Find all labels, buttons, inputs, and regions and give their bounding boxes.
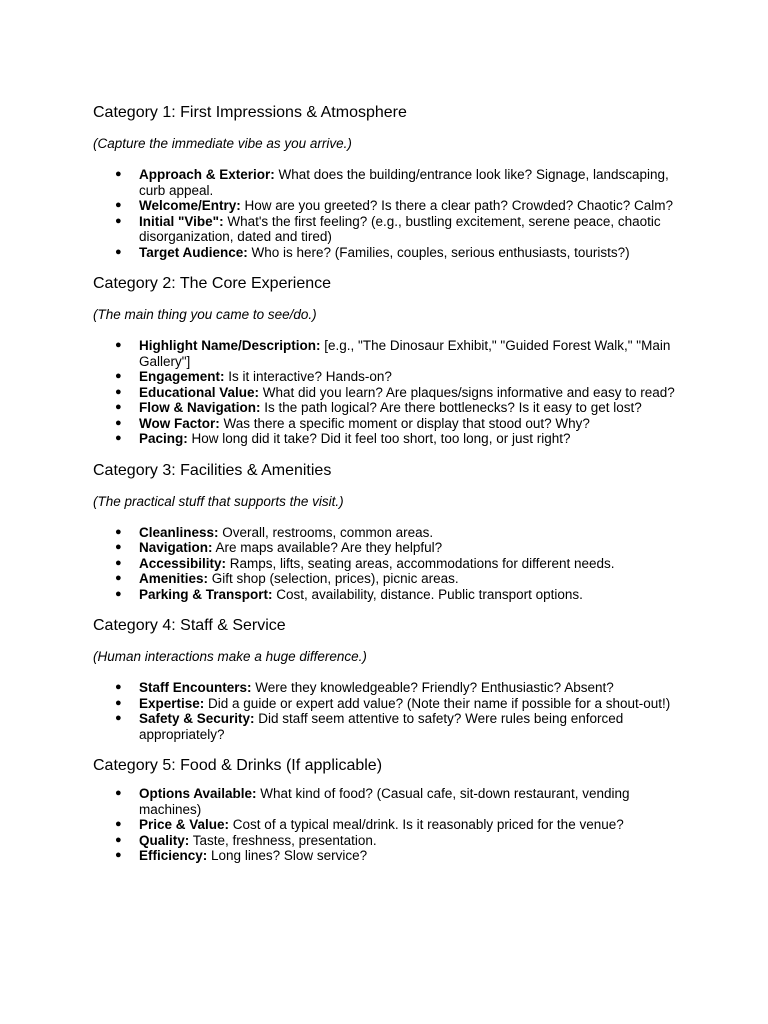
item-label: Wow Factor:	[139, 415, 220, 431]
bullet-icon: ●	[115, 818, 122, 830]
section-subtitle: (Capture the immediate vibe as you arrive.)	[93, 136, 352, 151]
bullet-icon: ●	[115, 712, 122, 724]
item-label: Staff Encounters:	[139, 680, 252, 695]
item-label: Expertise:	[139, 695, 205, 711]
item-text: Cost of a typical meal/drink. Is it reasonably priced for the venue?	[229, 817, 624, 832]
section-facilities-amenities	[93, 461, 678, 603]
item-text: Did staff seem attentive to safety? Were rules being enforced appropriately?	[139, 711, 624, 742]
bullet-icon: ●	[115, 849, 122, 861]
bullet-icon: ●	[115, 681, 122, 693]
bullet-list	[93, 167, 678, 260]
bullet-icon: ●	[115, 168, 122, 180]
list-item	[93, 385, 678, 401]
item-label: Welcome/Entry:	[139, 198, 241, 213]
item-label: Amenities:	[139, 571, 209, 586]
section-first-impressions	[93, 103, 678, 260]
section-staff-service	[93, 616, 678, 742]
item-label: Cleanliness:	[139, 524, 219, 540]
item-text: What's the first feeling? (e.g., bustling excitement, serene peace, chaotic disorganization, dated and tired)	[139, 213, 661, 244]
item-label: Flow & Navigation:	[139, 400, 261, 415]
list-item	[93, 214, 678, 245]
item-text: Were they knowledgeable? Friendly? Enthusiastic? Absent?	[251, 680, 614, 695]
list-item	[93, 680, 678, 696]
bullet-icon: ●	[115, 245, 122, 258]
bullet-icon: ●	[115, 833, 122, 846]
bullet-list	[93, 786, 678, 864]
item-text: Is the path logical? Are there bottlenecks? Is it easy to get lost?	[260, 400, 642, 415]
item-label: Initial "Vibe":	[139, 213, 224, 229]
bullet-icon: ●	[115, 339, 122, 351]
item-text: What did you learn? Are plaques/signs informative and easy to read?	[259, 384, 675, 400]
item-text: Was there a specific moment or display that stood out? Why?	[219, 415, 590, 431]
list-item	[93, 198, 678, 214]
item-label: Highlight Name/Description:	[139, 338, 321, 353]
list-item	[93, 540, 678, 556]
bullet-icon: ●	[115, 199, 122, 211]
item-text: Are maps available? Are they helpful?	[212, 540, 443, 555]
list-item	[93, 833, 678, 849]
section-heading: Category 3: Facilities & Amenities	[93, 461, 332, 479]
item-text: Long lines? Slow service?	[207, 848, 368, 863]
bullet-icon: ●	[115, 787, 122, 799]
item-label: Accessibility:	[139, 555, 227, 571]
bullet-icon: ●	[115, 696, 122, 709]
section-core-experience	[93, 274, 678, 447]
section-heading: Category 5: Food & Drinks (If applicable)	[93, 757, 383, 774]
item-label: Target Audience:	[139, 244, 248, 260]
list-item	[93, 400, 678, 416]
section-heading: Category 4: Staff & Service	[93, 617, 286, 634]
list-item	[93, 848, 678, 864]
bullet-list	[93, 680, 678, 742]
bullet-icon: ●	[115, 370, 122, 382]
item-text: [e.g., "The Dinosaur Exhibit," "Guided Forest Walk," "Main Gallery"]	[139, 338, 671, 369]
bullet-icon: ●	[115, 432, 122, 444]
item-text: Gift shop (selection, prices), picnic areas.	[208, 571, 459, 586]
section-heading: Category 2: The Core Experience	[93, 275, 332, 292]
section-subtitle: (The practical stuff that supports the visit.)	[93, 493, 344, 509]
item-text: How long did it take? Did it feel too short, too long, or just right?	[187, 431, 571, 446]
item-text: How are you greeted? Is there a clear path? Crowded? Chaotic? Calm?	[240, 198, 674, 213]
bullet-list	[93, 338, 678, 447]
section-subtitle: (Human interactions make a huge difference.)	[93, 649, 367, 664]
list-item	[93, 556, 678, 572]
list-item	[93, 431, 678, 447]
item-text: Did a guide or expert add value? (Note their name if possible for a shout-out!)	[204, 695, 671, 711]
list-item	[93, 338, 678, 369]
section-food-drinks	[93, 756, 678, 864]
list-item	[93, 369, 678, 385]
item-label: Quality:	[139, 832, 190, 848]
list-item	[93, 696, 678, 712]
item-label: Engagement:	[139, 369, 225, 384]
bullet-icon: ●	[115, 385, 122, 398]
list-item	[93, 817, 678, 833]
item-label: Efficiency:	[139, 848, 208, 863]
item-label: Educational Value:	[139, 384, 260, 400]
list-item	[93, 571, 678, 587]
item-text: Who is here? (Families, couples, serious enthusiasts, tourists?)	[247, 244, 630, 260]
bullet-list	[93, 525, 678, 603]
section-subtitle: (The main thing you came to see/do.)	[93, 307, 317, 322]
item-text: Taste, freshness, presentation.	[189, 832, 377, 848]
item-label: Parking & Transport:	[139, 586, 273, 602]
item-label: Price & Value:	[139, 817, 230, 832]
item-label: Navigation:	[139, 540, 213, 555]
item-label: Approach & Exterior:	[139, 167, 275, 182]
bullet-icon: ●	[115, 556, 122, 569]
bullet-icon: ●	[115, 525, 122, 538]
item-label: Safety & Security:	[139, 711, 255, 726]
list-item	[93, 416, 678, 432]
bullet-icon: ●	[115, 401, 122, 413]
section-heading: Category 1: First Impressions & Atmosphere	[93, 104, 407, 121]
bullet-icon: ●	[115, 541, 122, 553]
item-text: Is it interactive? Hands-on?	[224, 369, 392, 384]
list-item	[93, 525, 678, 541]
list-item	[93, 167, 678, 198]
item-label: Options Available:	[139, 786, 257, 801]
list-item	[93, 245, 678, 261]
list-item	[93, 587, 678, 603]
list-item	[93, 786, 678, 817]
bullet-icon: ●	[115, 416, 122, 429]
item-text: What does the building/entrance look like? Signage, landscaping, curb appeal.	[139, 167, 669, 198]
item-text: Cost, availability, distance. Public transport options.	[272, 586, 583, 602]
bullet-icon: ●	[115, 572, 122, 584]
item-text: Overall, restrooms, common areas.	[218, 524, 434, 540]
bullet-icon: ●	[115, 214, 122, 227]
bullet-icon: ●	[115, 587, 122, 600]
list-item	[93, 711, 678, 742]
item-text: What kind of food? (Casual cafe, sit-down restaurant, vending machines)	[139, 786, 630, 817]
item-text: Ramps, lifts, seating areas, accommodations for different needs.	[226, 555, 615, 571]
item-label: Pacing:	[139, 431, 188, 446]
